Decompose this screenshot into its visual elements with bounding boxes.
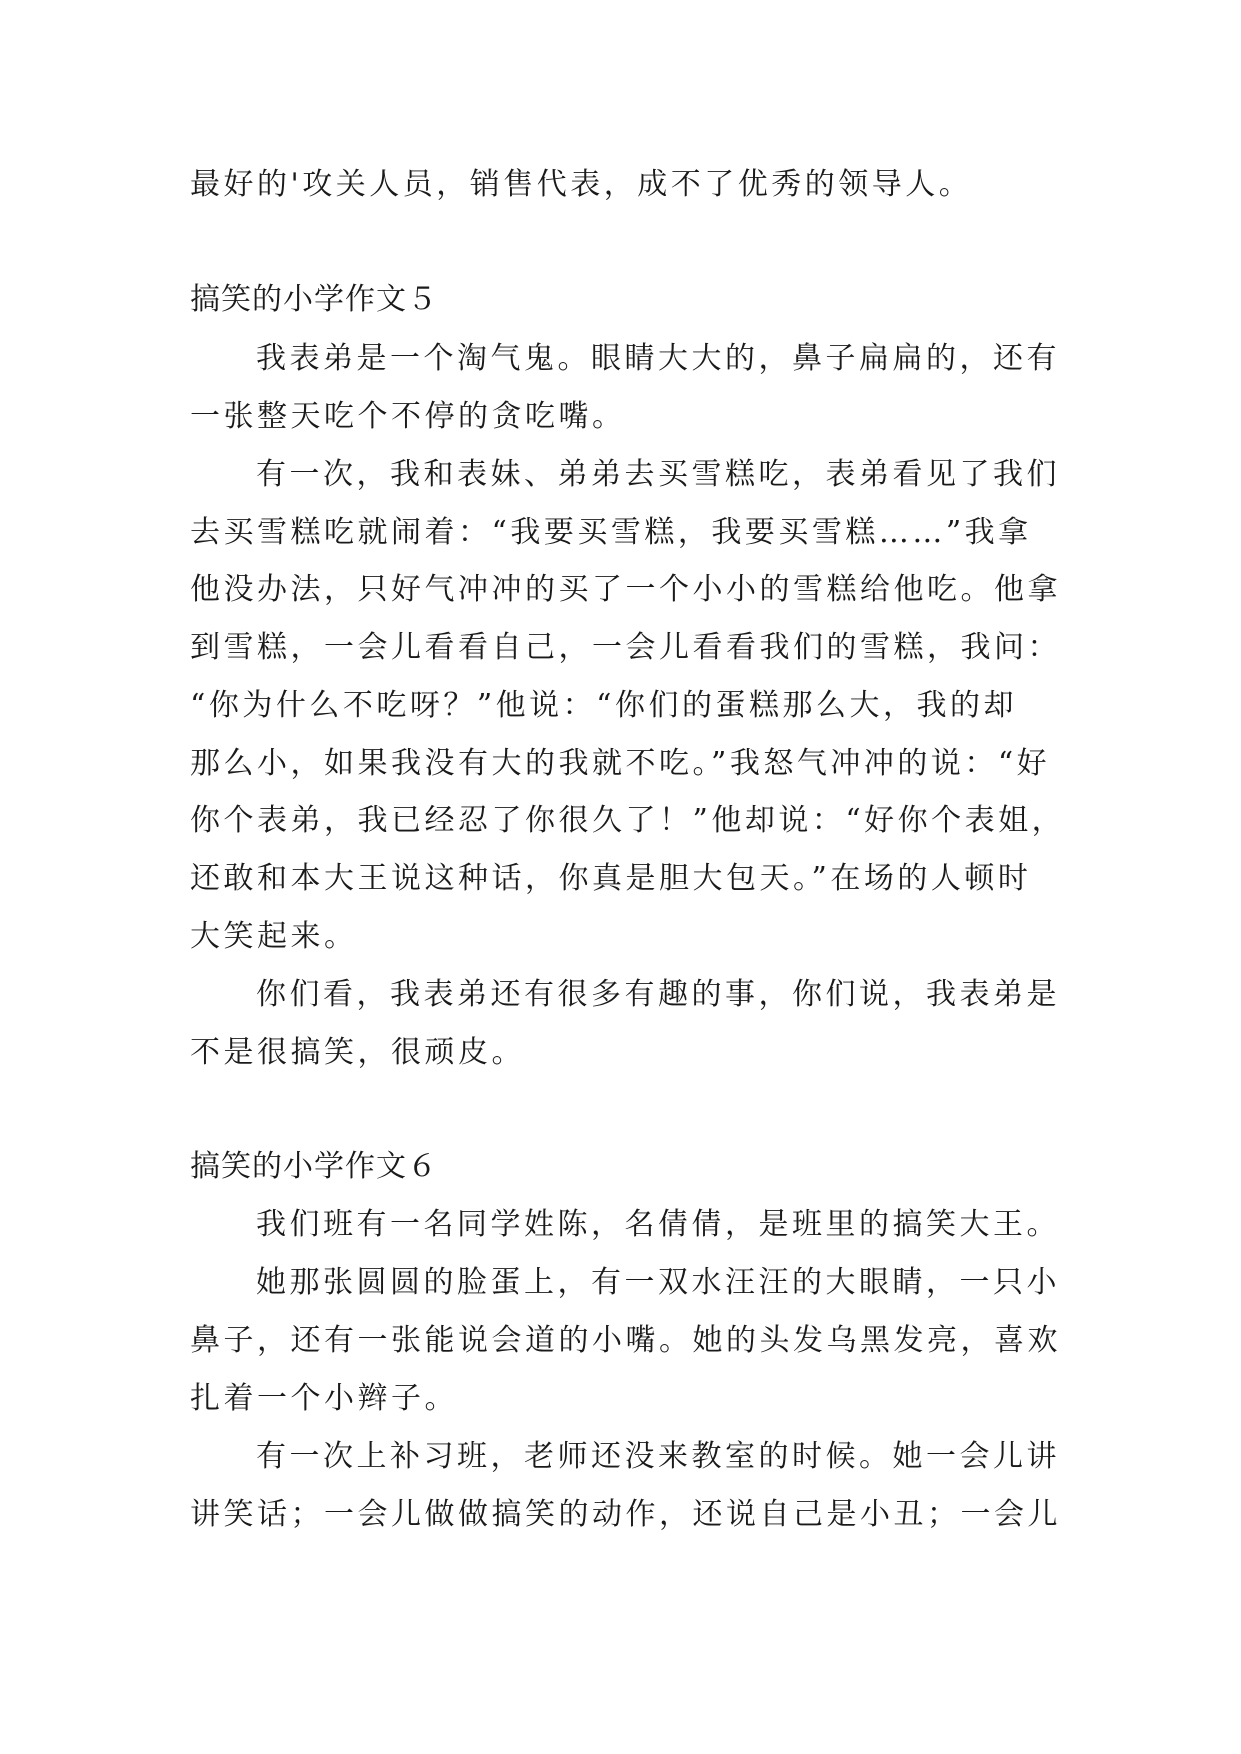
text-line: 我们班有一名同学姓陈，名倩倩，是班里的搞笑大王。 xyxy=(256,1207,1060,1242)
text-line: 扎着一个小辫子。 xyxy=(190,1381,458,1416)
text-line: 她那张圆圆的脸蛋上，有一双水汪汪的大眼睛，一只小 xyxy=(256,1265,1060,1300)
text-line: 鼻子，还有一张能说会道的小嘴。她的头发乌黑发亮，喜欢 xyxy=(190,1323,1061,1358)
text-line: 还敢和本大王说这种话，你真是胆大包天。”在场的人顿时 xyxy=(190,861,1032,896)
text-line: 那么小，如果我没有大的我就不吃。”我怒气冲冲的说：“好 xyxy=(190,746,1051,781)
section-heading: 搞笑的小学作文５ xyxy=(190,282,438,317)
text-line: 去买雪糕吃就闹着：“我要买雪糕，我要买雪糕……”我拿 xyxy=(190,515,1032,550)
text-line: 有一次上补习班，老师还没来教室的时候。她一会儿讲 xyxy=(256,1439,1060,1474)
text-line: 不是很搞笑，很顽皮。 xyxy=(190,1035,525,1070)
text-line: 讲笑话；一会儿做做搞笑的动作，还说自己是小丑；一会儿 xyxy=(190,1497,1061,1532)
text-line: 到雪糕，一会儿看看自己，一会儿看看我们的雪糕，我问： xyxy=(190,630,1061,665)
text-line: 我表弟是一个淘气鬼。眼睛大大的，鼻子扁扁的，还有 xyxy=(256,341,1060,376)
text-line: “你为什么不吃呀？”他说：“你们的蛋糕那么大，我的却 xyxy=(190,688,1018,723)
section-heading: 搞笑的小学作文６ xyxy=(190,1149,438,1184)
text-line: 有一次，我和表妹、弟弟去买雪糕吃，表弟看见了我们 xyxy=(256,457,1060,492)
text-line: 最好的'攻关人员，销售代表，成不了优秀的领导人。 xyxy=(190,167,973,202)
text-line: 你个表弟，我已经忍了你很久了！”他却说：“好你个表姐， xyxy=(190,803,1066,838)
text-line: 他没办法，只好气冲冲的买了一个小小的雪糕给他吃。他拿 xyxy=(190,572,1061,607)
text-line: 一张整天吃个不停的贪吃嘴。 xyxy=(190,399,626,434)
text-line: 你们看，我表弟还有很多有趣的事，你们说，我表弟是 xyxy=(256,977,1060,1012)
text-line: 大笑起来。 xyxy=(190,919,358,954)
